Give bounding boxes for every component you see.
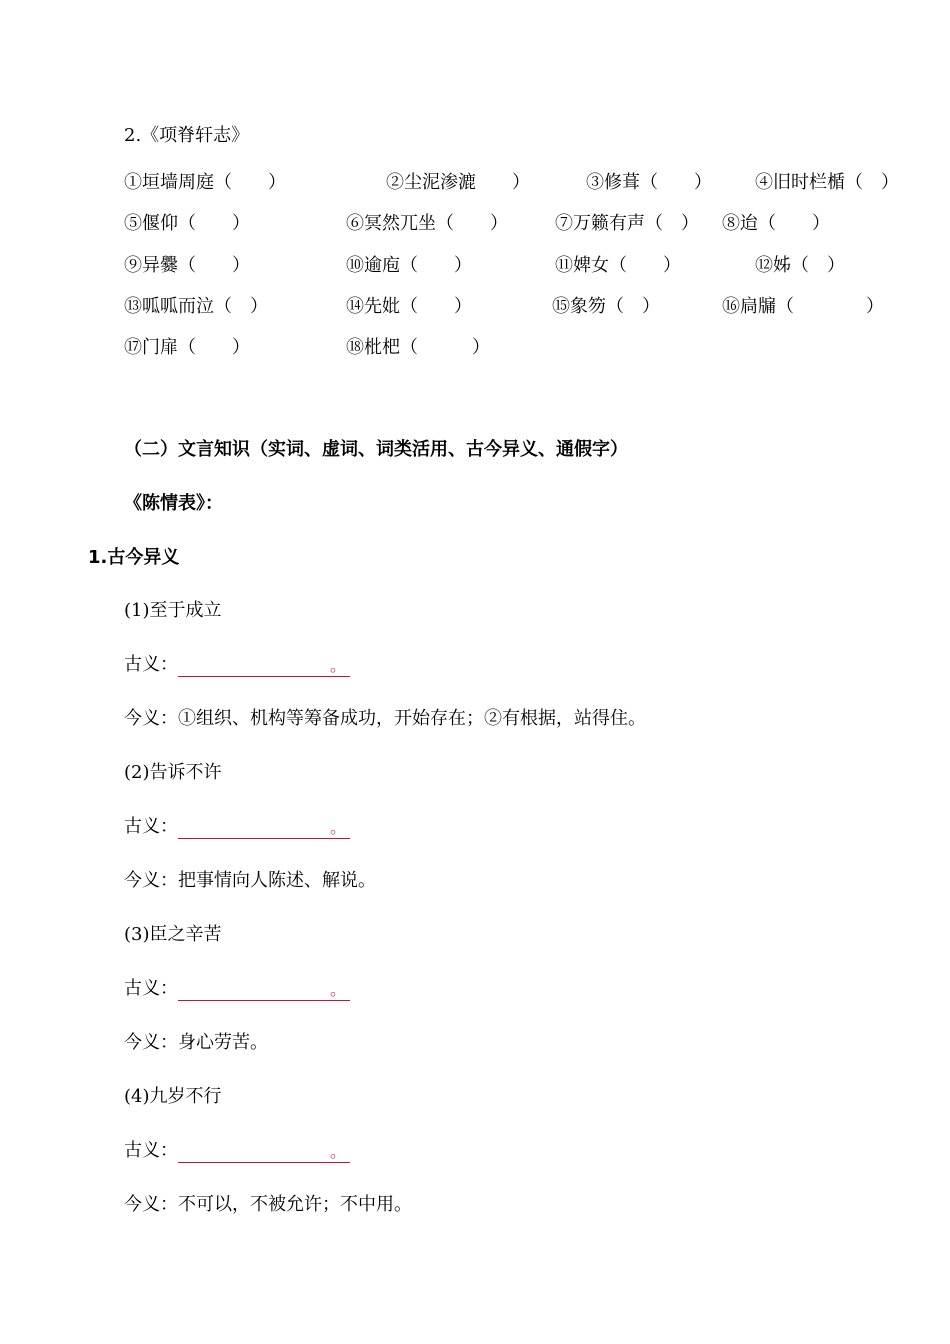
word-item: ⑭先妣（ ）: [346, 296, 472, 317]
word-item: ④旧时栏楯（ ）: [755, 172, 899, 193]
word-item: ⑯扃牖（ ）: [722, 296, 884, 317]
blank-period: 。: [329, 818, 346, 837]
item-phrase: (3)臣之辛苦: [124, 924, 222, 945]
gu-label: 古义：: [124, 1140, 178, 1161]
answer-blank[interactable]: [178, 656, 350, 677]
gu-line: [124, 977, 350, 1001]
word-item: ⑱枇杷（ ）: [346, 337, 490, 358]
word-item: ③修葺（ ）: [586, 172, 712, 193]
word-item: ⑫姊（ ）: [755, 255, 845, 276]
gu-label: 古义：: [124, 816, 178, 837]
gu-line: [124, 653, 350, 677]
word-item: ⑤偃仰（ ）: [124, 213, 250, 234]
jin-line: 今义：不可以，不被允许；不中用。: [124, 1194, 412, 1215]
word-item: ⑨异爨（ ）: [124, 255, 250, 276]
section2-title: 2.《项脊轩志》: [124, 125, 250, 146]
jin-line: 今义：身心劳苦。: [124, 1032, 268, 1053]
answer-blank[interactable]: [178, 980, 350, 1001]
word-item: ⑩逾庖（ ）: [346, 255, 472, 276]
answer-blank[interactable]: [178, 1142, 350, 1163]
item-phrase: (2)告诉不许: [124, 762, 222, 783]
item-phrase: (4)九岁不行: [124, 1086, 222, 1107]
blank-period: 。: [329, 1142, 346, 1161]
section-heading: （二）文言知识（实词、虚词、词类活用、古今异义、通假字）: [124, 439, 628, 460]
subheading: 《陈情表》：: [124, 493, 223, 514]
answer-blank[interactable]: [178, 818, 350, 839]
gu-label: 古义：: [124, 978, 178, 999]
gu-line: [124, 815, 350, 839]
gu-label: 古义：: [124, 654, 178, 675]
word-item: ⑦万籁有声（ ）: [555, 213, 699, 234]
word-item: ⑮象笏（ ）: [552, 296, 660, 317]
word-item: ②尘泥渗漉 ）: [386, 172, 530, 193]
gu-line: [124, 1139, 350, 1163]
item-phrase: (1)至于成立: [124, 600, 222, 621]
word-item: ⑬呱呱而泣（ ）: [124, 296, 268, 317]
word-item: ①垣墙周庭（ ）: [124, 172, 286, 193]
word-item: ⑥冥然兀坐（ ）: [346, 213, 508, 234]
blank-period: 。: [329, 656, 346, 675]
jin-line: 今义：把事情向人陈述、解说。: [124, 870, 376, 891]
word-item: ⑪婢女（ ）: [555, 255, 681, 276]
blank-period: 。: [329, 980, 346, 999]
word-item: ⑧迨（ ）: [722, 213, 830, 234]
section-title: 1.古今异义: [88, 547, 180, 568]
jin-line: 今义：①组织、机构等筹备成功，开始存在；②有根据，站得住。: [124, 708, 646, 729]
word-item: ⑰门扉（ ）: [124, 337, 250, 358]
